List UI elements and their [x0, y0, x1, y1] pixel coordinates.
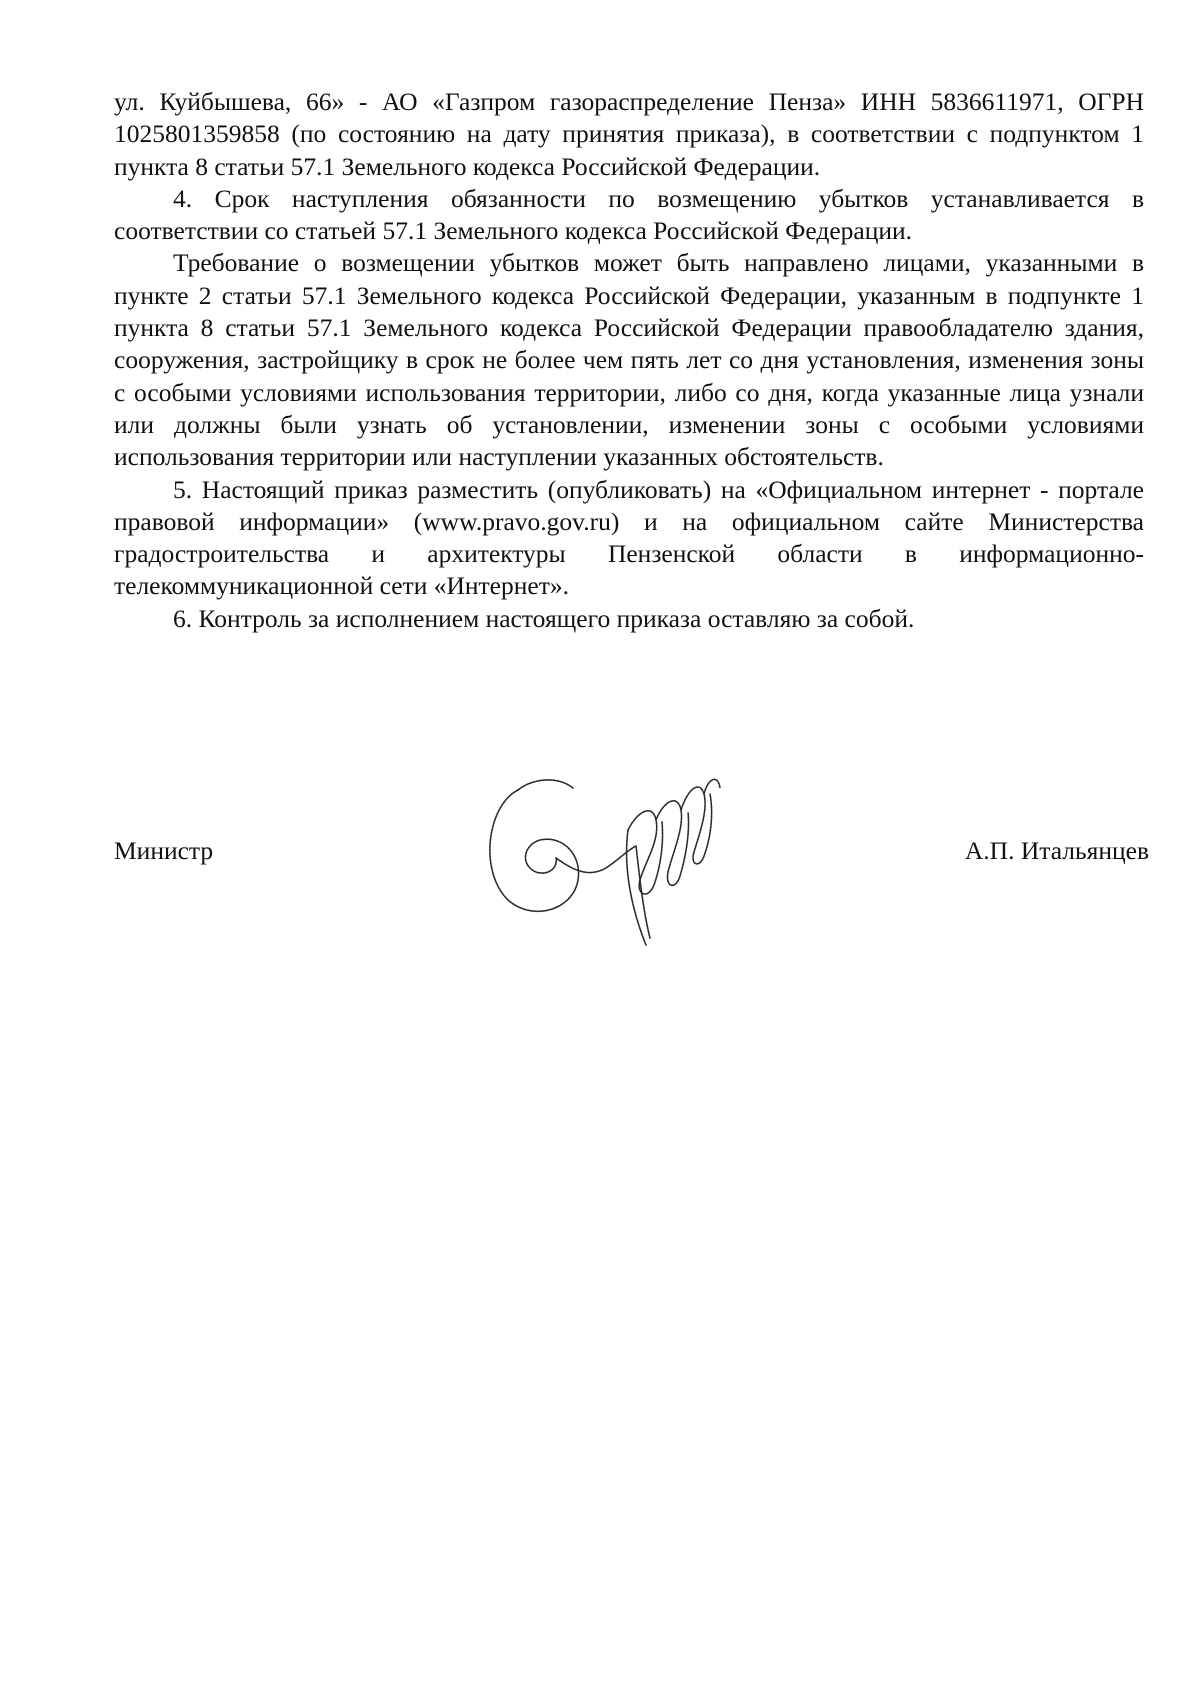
- paragraph-item-6: 6. Контроль за исполнением настоящего приказа оставляю за собой.: [173, 603, 915, 633]
- paragraph-item-4: 4. Срок наступления обязанности по возмещению убытков устанавливается в соответствии со статьей 57.1 Земельного кодекса Российской Федерации.: [114, 183, 1144, 246]
- signatory-title: Министр: [114, 836, 214, 865]
- signatory-name: А.П. Итальянцев: [964, 836, 1149, 865]
- paragraph-continuation: ул. Куйбышева, 66» - АО «Газпром газораспределение Пенза» ИНН 5836611971, ОГРН 1025801359858 (по состоянию на дату принятия приказа), в соответствии с подпунктом 1 пункта 8 статьи 57.1 Земельного кодекса Российской Федерации.: [114, 87, 1144, 181]
- paragraph-item-5: 5. Настоящий приказ разместить (опубликовать) на «Официальном интернет - портале правовой информации» (www.pravo.gov.ru) и на официальном сайте Министерства градостроительства и архитектуры Пензенской области в информационно-телекоммуникационной сети «Интернет».: [114, 474, 1144, 601]
- signature-block: [114, 835, 1149, 875]
- document-body: [114, 86, 1144, 635]
- paragraph-compensation-claim: Требование о возмещении убытков может быть направлено лицами, указанными в пункте 2 статьи 57.1 Земельного кодекса Российской Федерации, указанным в подпункте 1 пункта 8 статьи 57.1 Земельного кодекса Российской Федерации правообладателю здания, сооружения, застройщику в срок не более чем пять лет со дня установления, изменения зоны с особыми условиями использования территории, либо со дня, когда указанные лица узнали или должны были узнать об установлении, изменении зоны с особыми условиями использования территории или наступлении указанных обстоятельств.: [114, 248, 1144, 472]
